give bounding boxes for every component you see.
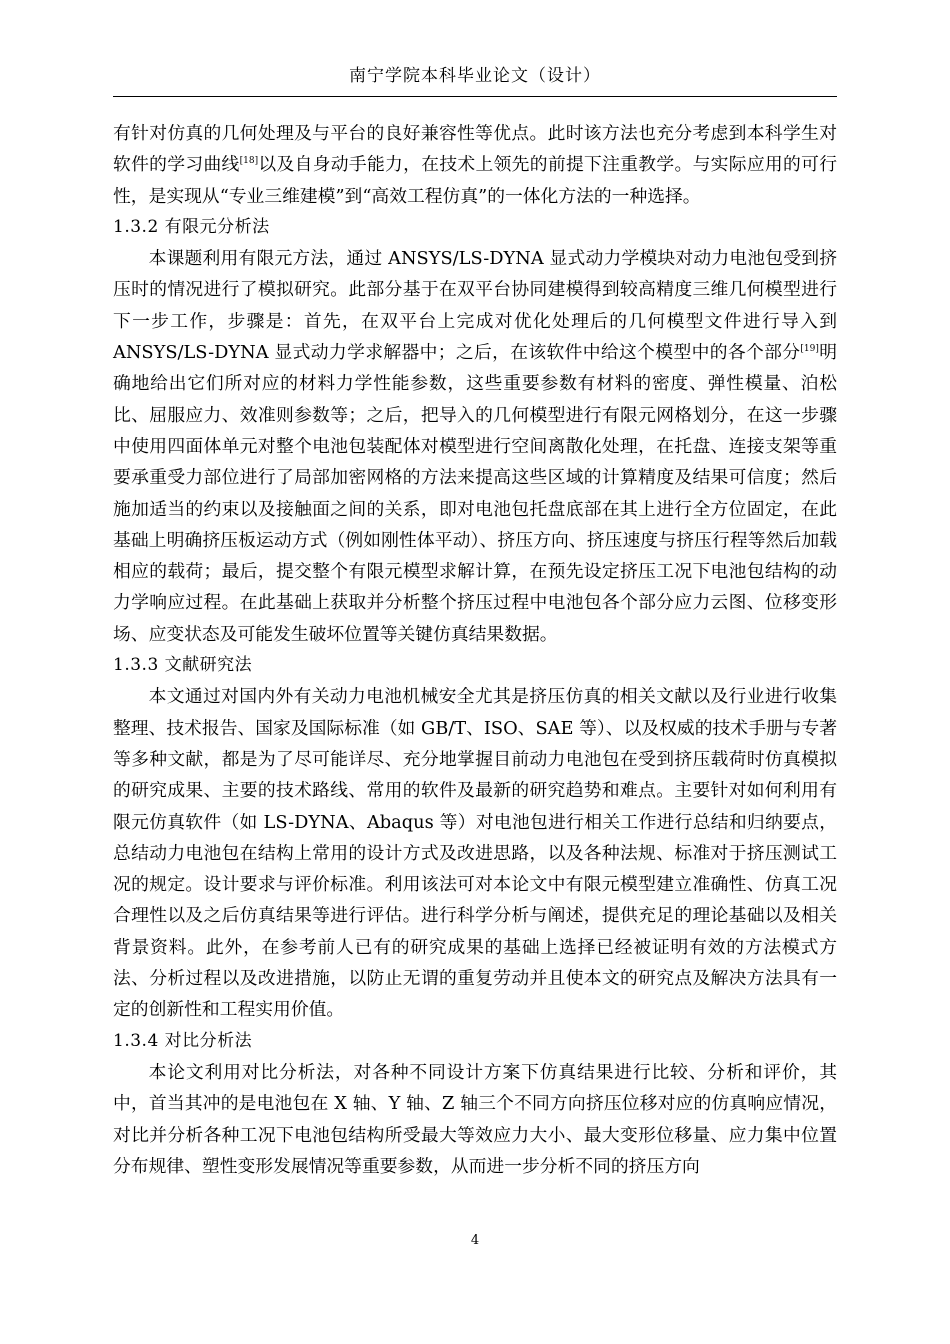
section-heading-1-3-4: 1.3.4 对比分析法 <box>113 1030 253 1051</box>
paragraph-comparison: 本论文利用对比分析法，对各种不同设计方案下仿真结果进行比较、分析和评价，其中，首当其冲的是电池包在 X 轴、Y 轴、Z 轴三个不同方向挤压位移对应的仿真响应情况，对比并分析各种工况下电池包结构所受最大等效应力大小、最大变形位移量、应力集中位置分布规律、塑性变形发展情况等重要参数，从而进一步分析不同的挤压方向 <box>113 1061 837 1177</box>
paragraph-fem <box>113 243 837 650</box>
paragraph-continued <box>113 118 837 212</box>
page-number: 4 <box>470 1233 480 1248</box>
page-header: 南宁学院本科毕业论文（设计） <box>349 66 601 86</box>
header-rule <box>113 96 837 97</box>
citation-ref: [19] <box>800 344 819 355</box>
paragraph-text: 有针对仿真的几何处理及与平台的良好兼容性等优点。此时该方法也充分考虑到本科学生对软件的学习曲线 <box>113 123 837 176</box>
body-text <box>113 118 837 1182</box>
section-heading-1-3-3: 1.3.3 文献研究法 <box>113 655 253 676</box>
paragraph-text: 本课题利用有限元方法，通过 ANSYS/LS-DYNA 显式动力学模块对动力电池包受到挤压时的情况进行了模拟研究。此部分基于在双平台协同建模得到较高精度三维几何模型进行下一步工作，步骤是：首先，在双平台上完成对优化处理后的几何模型文件进行导入到 ANSYS/LS-DYNA 显式动力学求解器中；之后，在该软件中给这个模型中的各个部分 <box>113 248 837 364</box>
section-heading-1-3-2: 1.3.2 有限元分析法 <box>113 216 270 237</box>
paragraph-text: 明确地给出它们所对应的材料力学性能参数，这些重要参数有材料的密度、弹性模量、泊松比、屈服应力、效准则参数等；之后，把导入的几何模型进行有限元网格划分，在这一步骤中使用四面体单元对整个电池包装配体对模型进行空间离散化处理，在托盘、连接支架等重要承重受力部位进行了局部加密网格的方法来提高这些区域的计算精度及结果可信度；然后施加适当的约束以及接触面之间的关系，即对电池包托盘底部在其上进行全方位固定，在此基础上明确挤压板运动方式（例如刚性体平动）、挤压方向、挤压速度与挤压行程等然后加载相应的载荷；最后，提交整个有限元模型求解计算，在预先设定挤压工况下电池包结构的动力学响应过程。在此基础上获取并分析整个挤压过程中电池包各个部分应力云图、位移变形场、应变状态及可能发生破坏位置等关键仿真结果数据。 <box>113 342 837 645</box>
paragraph-text: 以及自身动手能力，在技术上领先的前提下注重教学。与实际应用的可行性，是实现从“专业三维建模”到“高效工程仿真”的一体化方法的一种选择。 <box>113 154 837 207</box>
citation-ref: [18] <box>239 156 259 167</box>
paragraph-literature: 本文通过对国内外有关动力电池机械安全尤其是挤压仿真的相关文献以及行业进行收集整理、技术报告、国家及国际标准（如 GB/T、ISO、SAE 等）、以及权威的技术手册与专著等多种文献，都是为了尽可能详尽、充分地掌握目前动力电池包在受到挤压载荷时仿真模拟的研究成果、主要的技术路线、常用的软件及最新的研究趋势和难点。主要针对如何利用有限元仿真软件（如 LS-DYNA、Abaqus 等）对电池包进行相关工作进行总结和归纳要点，总结动力电池包在结构上常用的设计方式及改进思路，以及各种法规、标准对于挤压测试工况的规定。设计要求与评价标准。利用该法可对本论文中有限元模型建立准确性、仿真工况合理性以及之后仿真结果等进行评估。进行科学分析与阐述，提供充足的理论基础以及相关背景资料。此外，在参考前人已有的研究成果的基础上选择已经被证明有效的方法模式方法、分析过程以及改进措施，以防止无谓的重复劳动并且使本文的研究点及解决方法具有一定的创新性和工程实用价值。 <box>113 686 837 1021</box>
